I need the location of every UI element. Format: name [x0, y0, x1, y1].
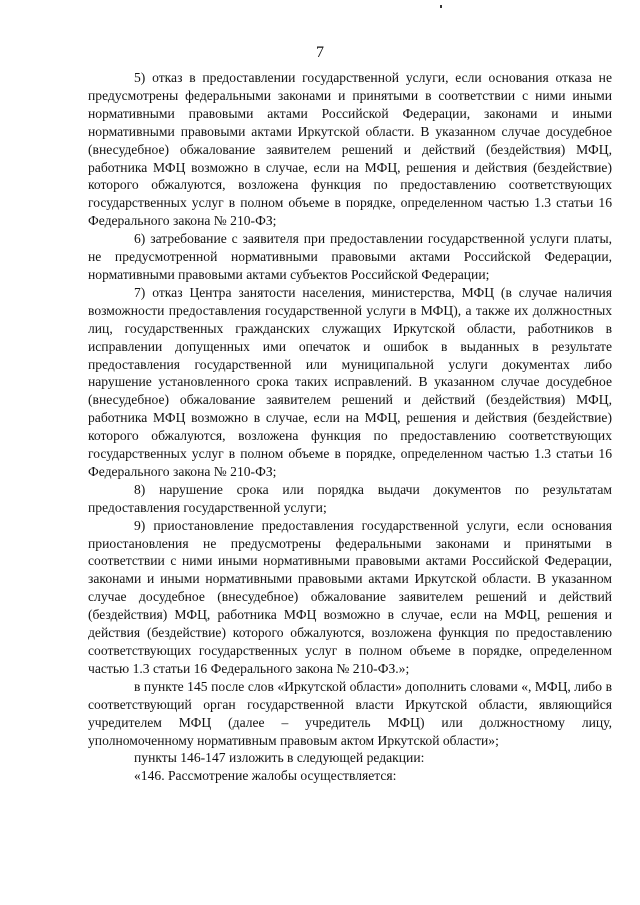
paragraph-item-9: 9) приостановление предоставления государственной услуги, если основания приостановления не предусмотрены федеральными законами и принятыми в соответствии с ними иными нормативными правовыми актами Российской Федерации, законами и иными нормативными правовыми актами Иркутской области. В указанном случае досудебное (внесудебное) обжалование заявителем решений и действий (бездействия) МФЦ, работника МФЦ возможно в случае, если на МФЦ, решения и действия (бездействие) которого обжалуются, возложена функция по предоставлению соответствующих государственных услуг в полном объеме в порядке, определенном частью 1.3 статьи 16 Федерального закона № 210-ФЗ.»; — [88, 517, 612, 676]
page-number: 7 — [316, 44, 324, 61]
paragraph-item-6: 6) затребование с заявителя при предоставлении государственной услуги платы, не предусмотренной нормативными правовыми актами Российской Федерации, нормативными правовыми актами субъектов Российской Федерации; — [88, 231, 612, 282]
paragraph-points-146-147: пункты 146-147 изложить в следующей редакции: — [134, 750, 425, 766]
paragraph-item-5: 5) отказ в предоставлении государственной услуги, если основания отказа не предусмотрены федеральными законами и принятыми в соответствии с ними иными нормативными правовыми актами Российской Федерации, законами и иными нормативными правовыми актами Иркутской области. В указанном случае досудебное (внесудебное) обжалование заявителем решений и действий (бездействия) МФЦ, работника МФЦ возможно в случае, если на МФЦ, решения и действия (бездействие) которого обжалуются, возложена функция по предоставлению соответствующих государственных услуг в полном объеме в порядке, определенном частью 1.3 статьи 16 Федерального закона № 210-ФЗ; — [88, 70, 612, 229]
paragraph-point-146: «146. Рассмотрение жалобы осуществляется: — [134, 768, 397, 784]
paragraph-item-7: 7) отказ Центра занятости населения, министерства, МФЦ (в случае наличия возможности предоставления государственной услуги в МФЦ), а также их должностных лиц, государственных гражданских служащих Иркутской области, работников в исправлении допущенных ими опечаток и ошибок в выданных в результате предоставления государственной или муниципальной услуги документах либо нарушение установленного срока таких исправлений. В указанном случае досудебное (внесудебное) обжалование заявителем решений и действий (бездействия) МФЦ, работника МФЦ возможно в случае, если на МФЦ, решения и действия (бездействие) которого обжалуются, возложена функция по предоставлению соответствующих государственных услуг в полном объеме в порядке, определенном частью 1.3 статьи 16 Федерального закона № 210-ФЗ; — [88, 284, 612, 479]
document-body — [88, 69, 612, 785]
scan-speck — [440, 5, 442, 8]
paragraph-point-145: в пункте 145 после слов «Иркутской области» дополнить словами «, МФЦ, либо в соответствующий орган государственной власти Иркутской области, являющийся учредителем МФЦ (далее – учредитель МФЦ) или должностному лицу, уполномоченному нормативным правовым актом Иркутской области»; — [88, 678, 612, 748]
paragraph-item-8: 8) нарушение срока или порядка выдачи документов по результатам предоставления государственной услуги; — [88, 481, 612, 515]
